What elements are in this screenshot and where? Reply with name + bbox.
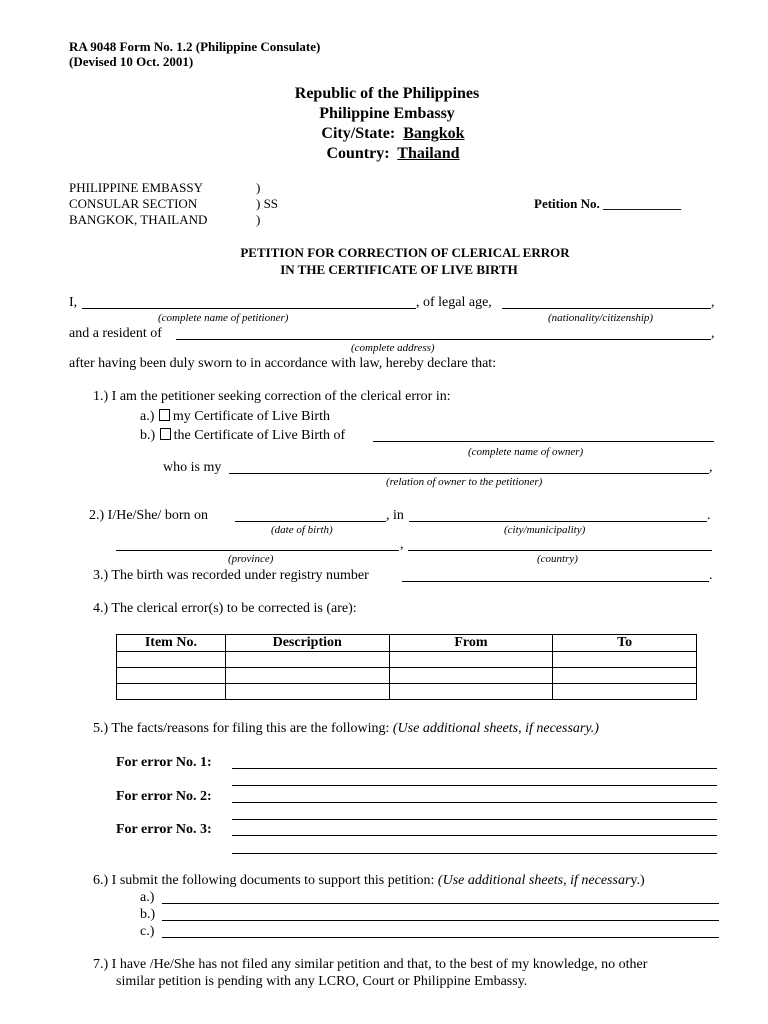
venue-paren-1: ) bbox=[256, 180, 261, 195]
error-1-reason-field-1[interactable] bbox=[232, 768, 717, 769]
embassy-heading: Philippine Embassy bbox=[319, 105, 455, 122]
petitioner-name-field[interactable] bbox=[82, 308, 416, 309]
table-cell[interactable] bbox=[225, 668, 389, 684]
table-cell[interactable] bbox=[117, 684, 226, 700]
relation-comma: , bbox=[709, 460, 713, 475]
error-2-label: For error No. 2: bbox=[116, 789, 212, 804]
document-a-label: a.) bbox=[140, 890, 155, 905]
item-1b-option[interactable] bbox=[140, 428, 345, 444]
petition-number-field[interactable]: Petition No. ____________ bbox=[534, 196, 681, 211]
item-3-text: 3.) The birth was recorded under registry number bbox=[93, 568, 369, 583]
column-header: To bbox=[553, 635, 697, 652]
column-header: From bbox=[389, 635, 553, 652]
province-field[interactable] bbox=[116, 550, 399, 551]
error-3-label: For error No. 3: bbox=[116, 822, 212, 837]
table-row bbox=[117, 652, 697, 668]
error-1-label: For error No. 1: bbox=[116, 755, 212, 770]
city-heading bbox=[321, 125, 464, 143]
sworn-statement: after having been duly sworn to in accordance with law, hereby declare that: bbox=[69, 356, 497, 371]
who-is-my-label: who is my bbox=[163, 460, 222, 475]
error-1-reason-field-2[interactable] bbox=[232, 785, 717, 786]
item-1b-label: b.) bbox=[140, 428, 156, 443]
error-2-reason-field-1[interactable] bbox=[232, 802, 717, 803]
document-b-field[interactable] bbox=[162, 920, 719, 921]
item-7-line-2: similar petition is pending with any LCRO, Court or Philippine Embassy. bbox=[116, 974, 528, 989]
city-hint: (city/municipality) bbox=[504, 524, 586, 536]
country-field[interactable] bbox=[408, 550, 712, 551]
item-1b-text: the Certificate of Live Birth of bbox=[173, 428, 346, 443]
item-2-in: , in bbox=[386, 508, 404, 523]
document-c-label: c.) bbox=[140, 924, 155, 939]
table-cell[interactable] bbox=[117, 668, 226, 684]
republic-heading: Republic of the Philippines bbox=[294, 85, 480, 102]
item-2-period: . bbox=[707, 508, 711, 523]
table-row bbox=[117, 684, 697, 700]
address-hint: (complete address) bbox=[351, 342, 435, 354]
item-4-text: 4.) The clerical error(s) to be corrected is (are): bbox=[93, 601, 357, 616]
address-field[interactable] bbox=[176, 339, 711, 340]
venue-paren-3: ) bbox=[256, 212, 261, 227]
relation-field[interactable] bbox=[229, 473, 709, 474]
table-cell[interactable] bbox=[389, 652, 553, 668]
item-1a-text: my Certificate of Live Birth bbox=[172, 409, 330, 424]
table-cell[interactable] bbox=[389, 684, 553, 700]
item-6-text: 6.) I submit the following documents to support this petition: bbox=[93, 873, 435, 888]
item-2-text: 2.) I/He/She/ born on bbox=[89, 508, 208, 523]
item-5-line bbox=[93, 721, 599, 737]
venue-line-2: CONSULAR SECTION bbox=[69, 196, 198, 211]
column-header: Item No. bbox=[117, 635, 226, 652]
error-2-reason-field-2[interactable] bbox=[232, 819, 717, 820]
table-cell[interactable] bbox=[117, 652, 226, 668]
item-3-period: . bbox=[709, 568, 713, 583]
table-row bbox=[117, 668, 697, 684]
venue-line-3: BANGKOK, THAILAND bbox=[69, 212, 208, 227]
nationality-field[interactable] bbox=[502, 308, 711, 309]
resident-label: and a resident of bbox=[69, 326, 162, 341]
item-1-text: 1.) I am the petitioner seeking correction of the clerical error in: bbox=[93, 389, 451, 404]
error-3-reason-field-1[interactable] bbox=[232, 835, 717, 836]
checkbox-own-certificate[interactable] bbox=[159, 409, 170, 421]
document-b-label: b.) bbox=[140, 907, 156, 922]
document-c-field[interactable] bbox=[162, 937, 719, 938]
registry-number-field[interactable] bbox=[402, 581, 709, 582]
address-comma: , bbox=[711, 326, 715, 341]
intro-i: I, bbox=[69, 295, 78, 310]
checkbox-other-certificate[interactable] bbox=[160, 428, 171, 440]
table-cell[interactable] bbox=[389, 668, 553, 684]
city-field[interactable] bbox=[409, 521, 707, 522]
owner-name-hint: (complete name of owner) bbox=[468, 446, 584, 458]
column-header: Description bbox=[225, 635, 389, 652]
table-cell[interactable] bbox=[225, 684, 389, 700]
table-cell[interactable] bbox=[553, 684, 697, 700]
province-comma: , bbox=[400, 537, 404, 552]
table-cell[interactable] bbox=[553, 668, 697, 684]
petition-title-line-2: IN THE CERTIFICATE OF LIVE BIRTH bbox=[280, 262, 518, 277]
country-value: Thailand bbox=[397, 145, 460, 162]
item-6-note-end: y.) bbox=[630, 873, 645, 888]
date-of-birth-hint: (date of birth) bbox=[271, 524, 333, 536]
document-a-field[interactable] bbox=[162, 903, 719, 904]
item-1a-label: a.) bbox=[140, 409, 155, 424]
clerical-errors-table bbox=[116, 634, 697, 700]
province-hint: (province) bbox=[228, 553, 274, 565]
city-value: Bangkok bbox=[403, 125, 465, 142]
venue-ss: ) SS bbox=[256, 196, 279, 211]
relation-hint: (relation of owner to the petitioner) bbox=[386, 476, 543, 488]
venue-line-1: PHILIPPINE EMBASSY bbox=[69, 180, 203, 195]
item-1a-option[interactable] bbox=[140, 409, 330, 425]
date-of-birth-field[interactable] bbox=[235, 521, 386, 522]
country-heading bbox=[326, 145, 459, 163]
owner-name-field[interactable] bbox=[373, 441, 714, 442]
error-3-reason-field-2[interactable] bbox=[232, 853, 717, 854]
devised-date: (Devised 10 Oct. 2001) bbox=[69, 54, 194, 69]
city-label: City/State: bbox=[321, 125, 396, 142]
petitioner-name-hint: (complete name of petitioner) bbox=[158, 312, 289, 324]
country-label: Country: bbox=[326, 145, 390, 162]
item-5-note: (Use additional sheets, if necessary.) bbox=[392, 721, 599, 736]
petition-title-line-1: PETITION FOR CORRECTION OF CLERICAL ERROR bbox=[240, 245, 570, 260]
item-6-line bbox=[93, 873, 645, 889]
of-legal-age: , of legal age, bbox=[416, 295, 492, 310]
intro-comma: , bbox=[711, 295, 715, 310]
table-cell[interactable] bbox=[553, 652, 697, 668]
item-5-text: 5.) The facts/reasons for filing this are the following: bbox=[93, 721, 390, 736]
table-header-row bbox=[117, 635, 697, 652]
country-hint: (country) bbox=[537, 553, 578, 565]
nationality-hint: (nationality/citizenship) bbox=[548, 312, 654, 324]
item-7-line-1: 7.) I have /He/She has not filed any similar petition and that, to the best of my knowledge, no other bbox=[93, 957, 648, 972]
item-6-note: (Use additional sheets, if necessar bbox=[437, 873, 631, 888]
form-number: RA 9048 Form No. 1.2 (Philippine Consulate) bbox=[69, 39, 321, 54]
table-cell[interactable] bbox=[225, 652, 389, 668]
